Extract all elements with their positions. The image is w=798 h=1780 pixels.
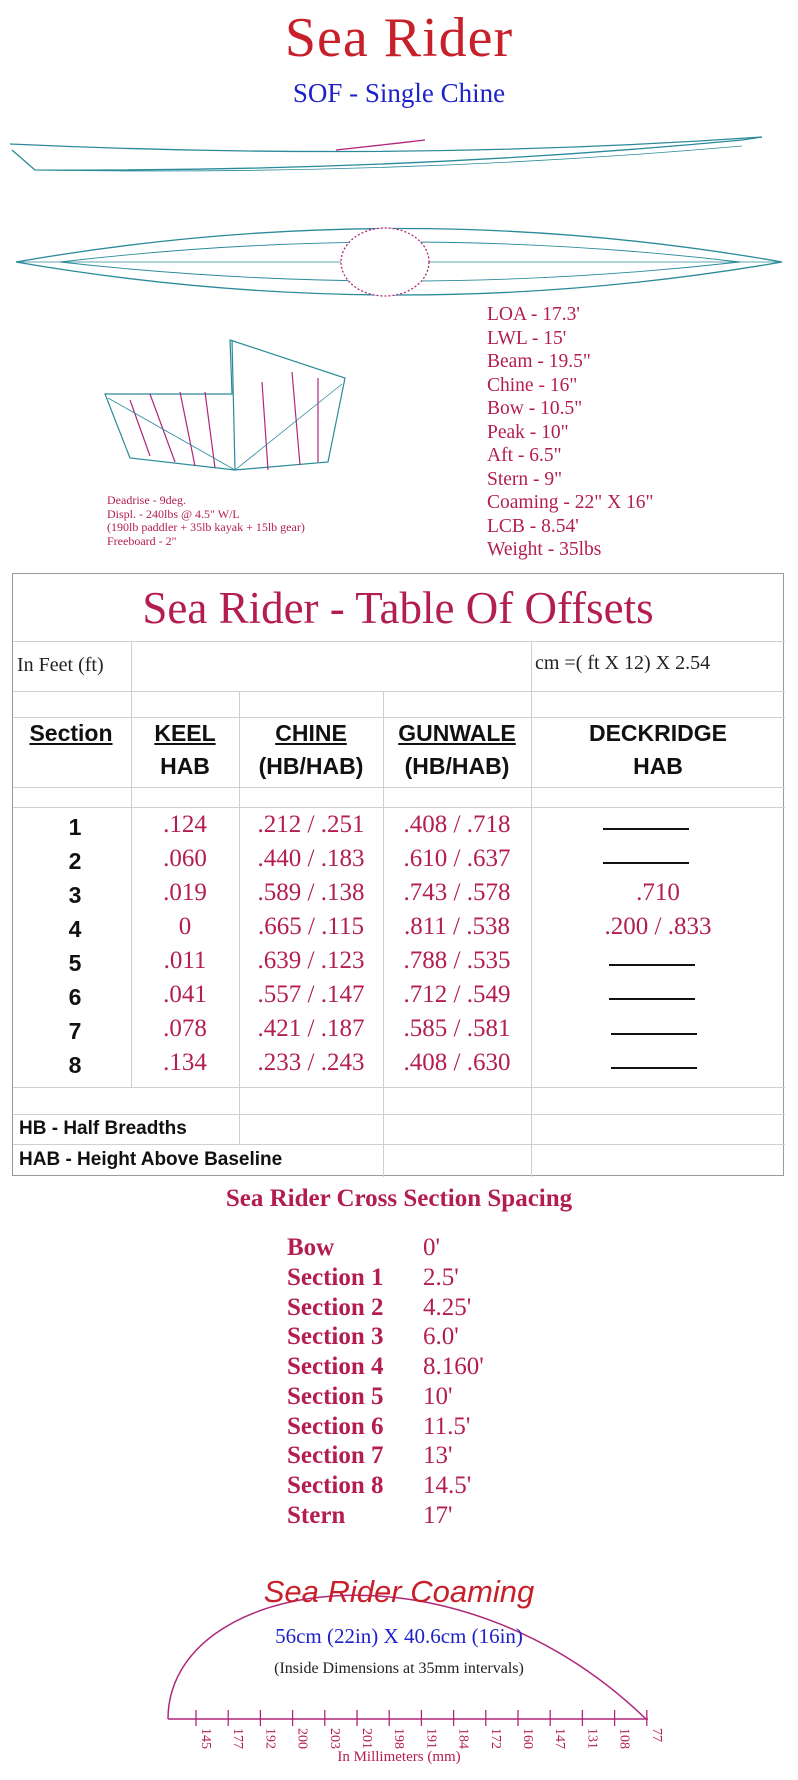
row-2-section: 2 — [68, 848, 82, 874]
row-2-deckridge-dash — [603, 862, 689, 864]
header-section: Section — [29, 720, 113, 746]
legend-hb: HB - Half Breadths — [19, 1118, 187, 1139]
header-keel-sub: HAB — [160, 753, 210, 779]
legend-hab: HAB - Height Above Baseline — [19, 1149, 283, 1170]
spacing-label-s6: Section 6 — [287, 1413, 384, 1440]
coaming-tick-label: 201 — [359, 1728, 374, 1749]
spacing-label-s4: Section 4 — [287, 1353, 384, 1380]
coaming-dimensions: 56cm (22in) X 40.6cm (16in) — [275, 1624, 523, 1648]
spacing-value-s3: 6.0' — [423, 1323, 459, 1350]
hull-specs — [487, 303, 654, 562]
coaming-tick-label: 203 — [326, 1728, 342, 1749]
spacing-label-s8: Section 8 — [287, 1472, 384, 1499]
spec-weight: Weight - 35lbs — [487, 539, 602, 560]
row-4-chine: .665 / .115 — [257, 913, 365, 940]
spec-chine: Chine - 16" — [487, 374, 578, 396]
coaming-tick-label: 198 — [391, 1728, 407, 1749]
page-subtitle: SOF - Single Chine — [292, 78, 506, 108]
row-5-deckridge-dash — [609, 964, 695, 966]
row-8-gunwale: .408 / .630 — [403, 1049, 511, 1076]
spacing-value-stern: 17' — [423, 1502, 453, 1529]
row-7-gunwale: .585 / .581 — [403, 1015, 511, 1042]
spec-bow: Bow - 10.5" — [487, 398, 583, 419]
row-1-deckridge-dash — [603, 828, 689, 830]
row-5-keel: .011 — [163, 947, 207, 974]
row-4-deckridge: .200 / .833 — [604, 913, 712, 940]
row-8-keel: .134 — [163, 1049, 207, 1076]
row-6-chine: .557 / .147 — [257, 981, 365, 1008]
row-8-section: 8 — [68, 1052, 82, 1078]
hull-side-profile — [10, 137, 762, 171]
coaming-tick-label: 177 — [230, 1728, 246, 1749]
row-7-chine: .421 / .187 — [257, 1015, 365, 1042]
row-2-keel: .060 — [163, 845, 207, 872]
row-2-chine: .440 / .183 — [257, 845, 365, 872]
offsets-table — [12, 573, 784, 1176]
row-3-gunwale: .743 / .578 — [403, 879, 511, 906]
coaming-outline — [168, 1595, 646, 1719]
spacing-value-s5: 10' — [423, 1383, 453, 1410]
spacing-value-s8: 14.5' — [423, 1472, 472, 1499]
row-7-keel: .078 — [163, 1015, 207, 1042]
row-4-keel: 0 — [178, 913, 192, 940]
spacing-label-bow: Bow — [287, 1234, 335, 1261]
spacing-title: Sea Rider Cross Section Spacing — [225, 1185, 573, 1212]
row-1-gunwale: .408 / .718 — [403, 811, 511, 838]
spec-loa: LOA - 17.3' — [487, 304, 580, 325]
spacing-value-bow: 0' — [423, 1234, 441, 1261]
row-6-deckridge-dash — [609, 998, 695, 1000]
note-load: (190lb paddler + 35lb kayak + 15lb gear) — [107, 520, 305, 534]
coaming-ticks — [196, 1710, 664, 1749]
row-1-section: 1 — [68, 814, 82, 840]
coaming-tick-label: 131 — [584, 1728, 600, 1749]
spec-coaming: Coaming - 22" X 16" — [487, 492, 654, 513]
units-feet: In Feet (ft) — [17, 654, 104, 676]
spec-lwl: LWL - 15' — [487, 327, 567, 349]
spacing-value-s4: 8.160' — [423, 1353, 484, 1380]
row-4-section: 4 — [68, 916, 82, 942]
header-chine-sub: (HB/HAB) — [258, 753, 364, 779]
row-8-deckridge-dash — [611, 1067, 697, 1069]
coaming-tick-label: 200 — [294, 1728, 310, 1749]
spacing-label-s7: Section 7 — [287, 1442, 384, 1469]
header-gunwale-sub: (HB/HAB) — [404, 753, 510, 779]
row-2-gunwale: .610 / .637 — [403, 845, 511, 872]
cockpit-plan — [341, 228, 429, 296]
header-chine: CHINE — [275, 720, 347, 746]
spacing-label-s1: Section 1 — [287, 1264, 384, 1291]
coaming-tick-label: 192 — [262, 1728, 278, 1749]
hull-body-plan — [105, 340, 345, 470]
coaming-tick-label: 145 — [198, 1728, 213, 1749]
page-title: Sea Rider — [284, 7, 514, 69]
coaming-tick-label: 147 — [552, 1728, 568, 1749]
coaming-tick-label: 160 — [520, 1728, 535, 1749]
header-keel: KEEL — [154, 720, 216, 746]
row-5-chine: .639 / .123 — [257, 947, 365, 974]
hull-drawings — [0, 0, 798, 560]
row-3-section: 3 — [68, 882, 82, 908]
row-7-section: 7 — [68, 1018, 82, 1044]
offsets-title: Sea Rider - Table Of Offsets — [142, 583, 654, 633]
units-conversion: cm =( ft X 12) X 2.54 — [535, 652, 711, 674]
row-3-deckridge: .710 — [636, 879, 680, 906]
coaming-tick-label: 172 — [487, 1728, 503, 1749]
row-6-gunwale: .712 / .549 — [403, 981, 511, 1008]
coaming-unit: In Millimeters (mm) — [337, 1749, 461, 1765]
row-4-gunwale: .811 / .538 — [403, 913, 511, 940]
row-8-chine: .233 / .243 — [257, 1049, 365, 1076]
spacing-value-s1: 2.5' — [423, 1264, 459, 1291]
spec-aft: Aft - 6.5" — [487, 445, 562, 466]
spacing-label-s3: Section 3 — [287, 1323, 384, 1350]
coaming-tick-label: 77 — [648, 1728, 664, 1742]
spacing-label-stern: Stern — [287, 1502, 346, 1529]
spacing-value-s6: 11.5' — [423, 1413, 471, 1440]
cockpit-side — [336, 140, 425, 150]
coaming-tick-label: 191 — [423, 1728, 439, 1749]
row-5-section: 5 — [68, 950, 82, 976]
note-displacement: Displ. - 240lbs @ 4.5" W/L — [107, 506, 240, 521]
spec-beam: Beam - 19.5" — [487, 351, 591, 372]
note-deadrise: Deadrise - 9deg. — [107, 493, 186, 507]
spec-stern: Stern - 9" — [487, 468, 563, 490]
row-7-deckridge-dash — [611, 1033, 697, 1035]
hull-notes — [107, 494, 305, 548]
row-3-keel: .019 — [163, 879, 207, 906]
coaming-tick-label: 184 — [455, 1728, 471, 1749]
header-deckridge: DECKRIDGE — [588, 720, 727, 746]
coaming-title: Sea Rider Coaming — [263, 1574, 535, 1609]
header-deckridge-sub: HAB — [633, 753, 683, 779]
header-gunwale: GUNWALE — [398, 720, 516, 746]
row-5-gunwale: .788 / .535 — [403, 947, 511, 974]
spacing-label-s2: Section 2 — [287, 1294, 384, 1321]
row-6-section: 6 — [68, 984, 82, 1010]
spacing-value-s2: 4.25' — [423, 1294, 472, 1321]
coaming-note: (Inside Dimensions at 35mm intervals) — [274, 1660, 524, 1677]
spec-lcb: LCB - 8.54' — [487, 515, 579, 537]
spec-peak: Peak - 10" — [487, 421, 569, 443]
row-6-keel: .041 — [163, 981, 207, 1008]
coaming-tick-label: 108 — [616, 1728, 632, 1749]
row-3-chine: .589 / .138 — [257, 879, 365, 906]
row-1-keel: .124 — [163, 811, 207, 838]
spacing-value-s7: 13' — [423, 1442, 453, 1469]
note-freeboard: Freeboard - 2" — [107, 533, 177, 548]
spacing-label-s5: Section 5 — [287, 1383, 384, 1410]
row-1-chine: .212 / .251 — [257, 811, 365, 838]
